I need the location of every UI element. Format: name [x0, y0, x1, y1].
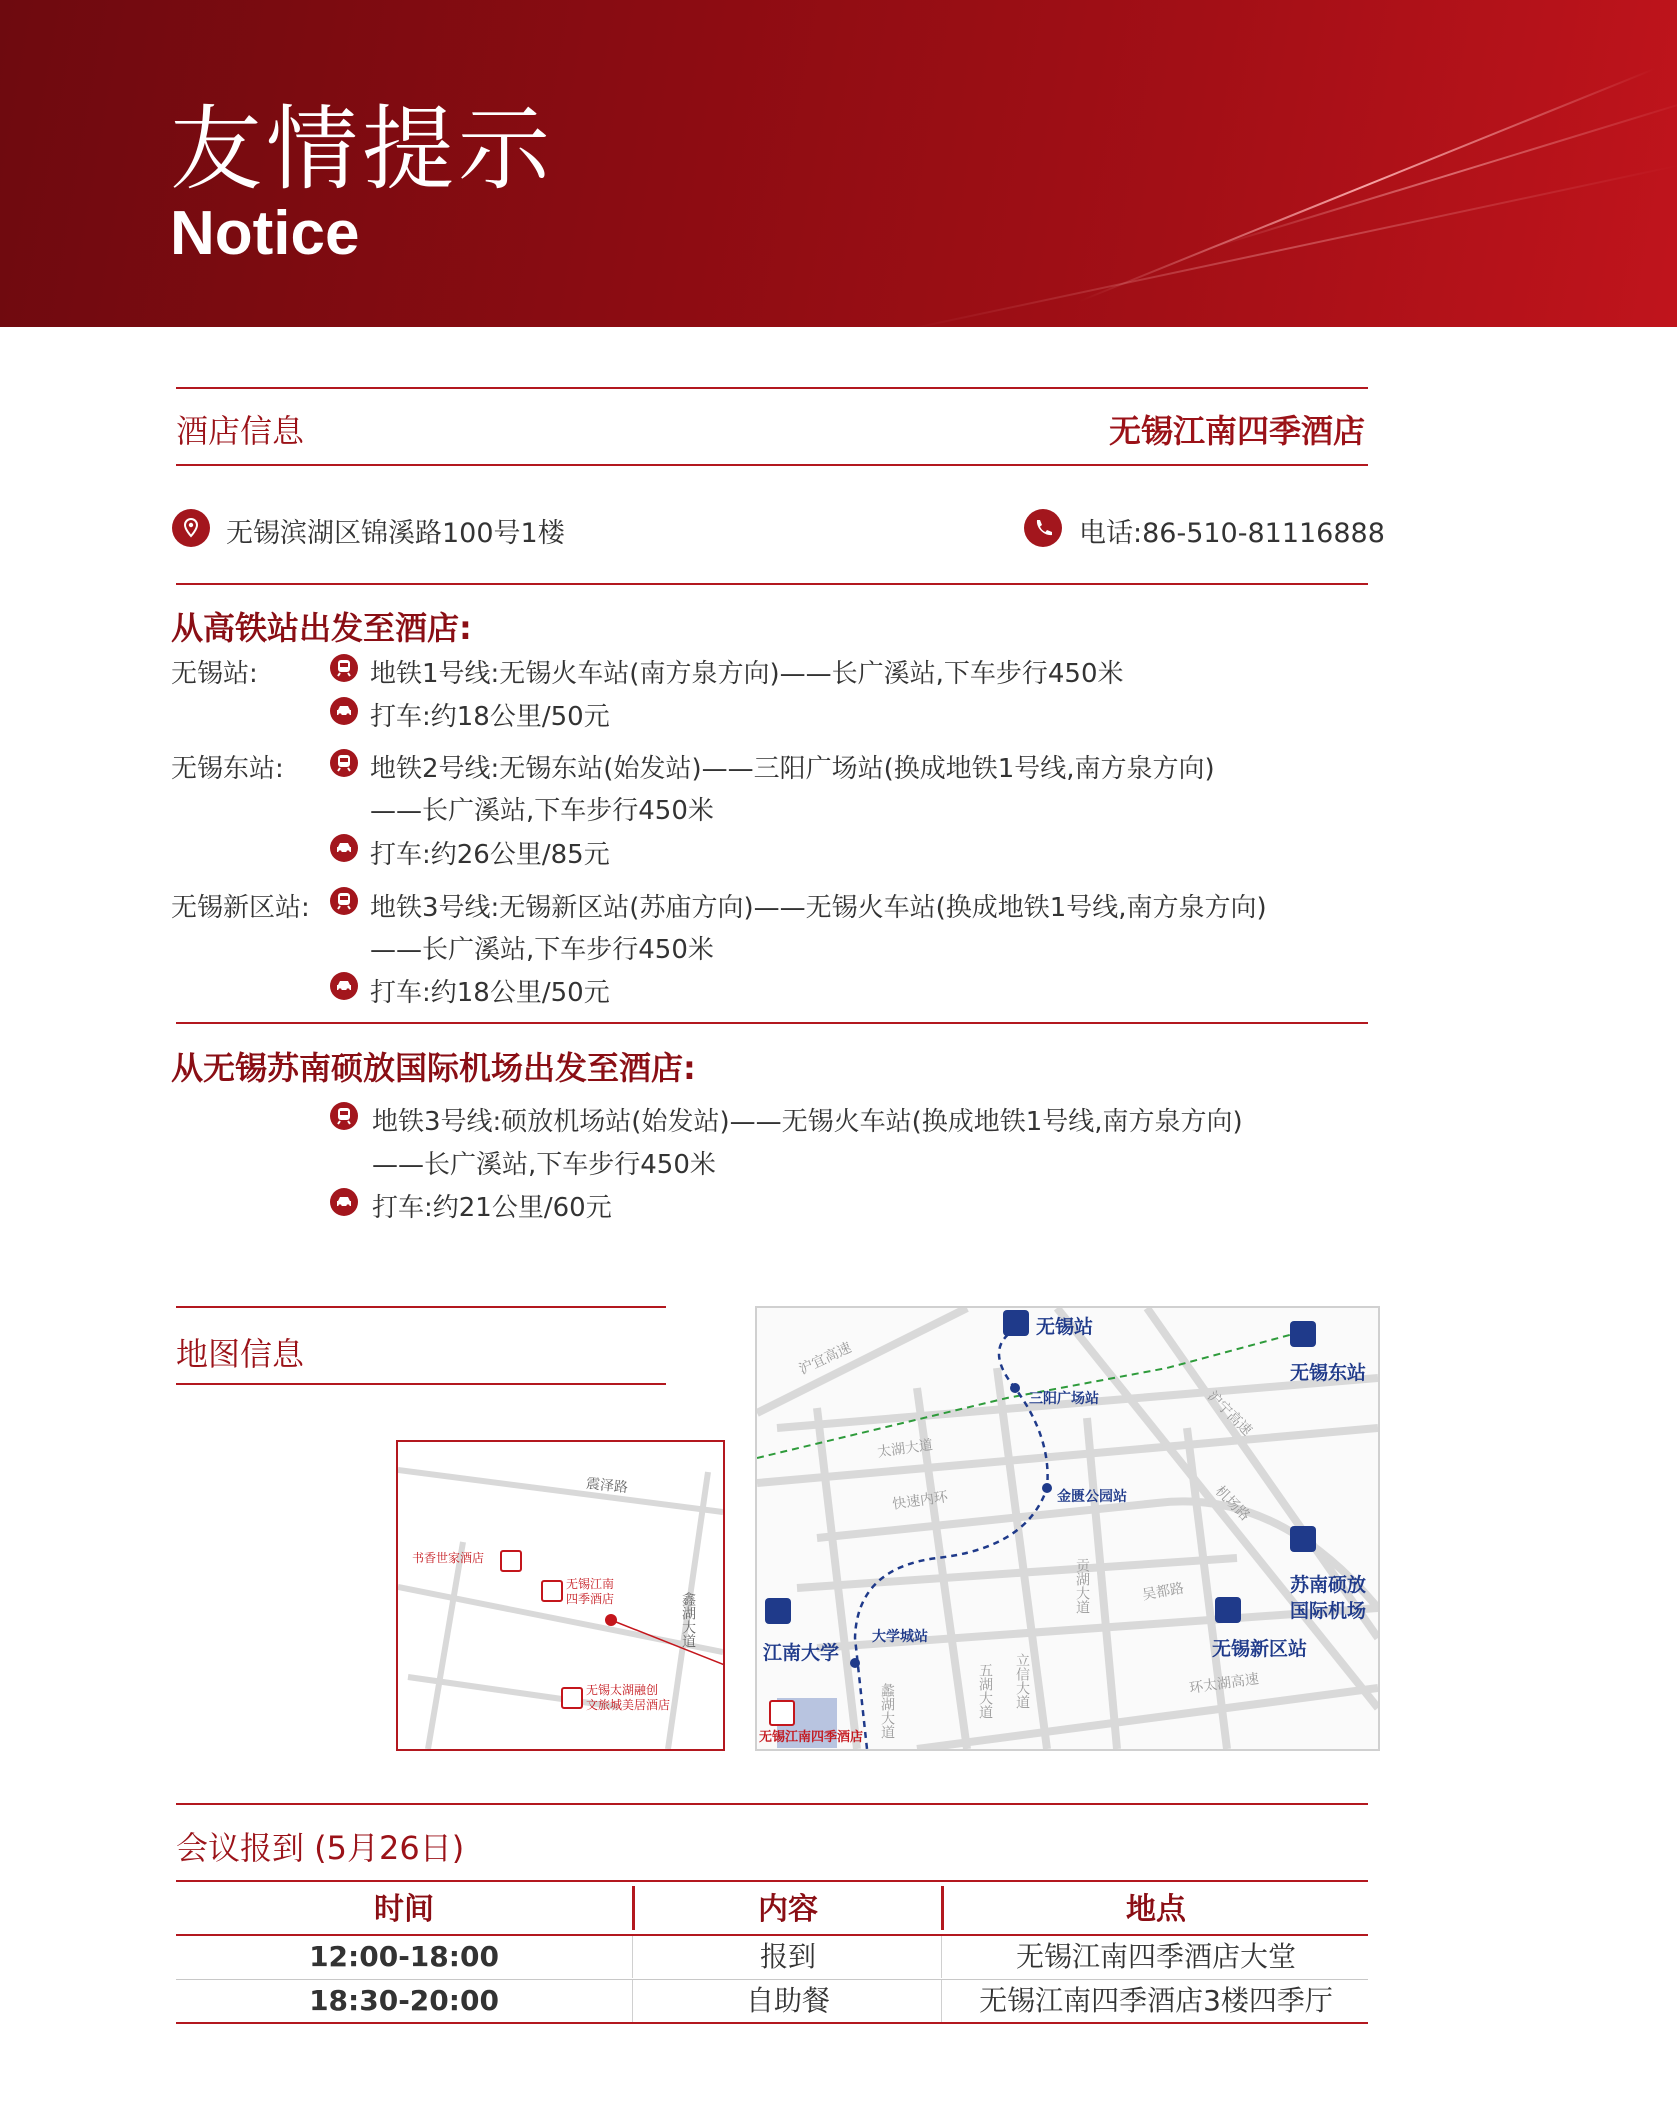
page-title-en: Notice [170, 199, 360, 268]
table-cell: 自助餐 [745, 1984, 830, 2017]
road-label: 蠡湖大道 [879, 1683, 895, 1739]
hotel-icon [500, 1550, 522, 1572]
map-station-label: 三阳广场站 [1029, 1391, 1099, 1407]
map-station-label: 无锡新区站 [1212, 1638, 1308, 1660]
table-row [176, 1980, 1368, 2022]
hotel-address: 无锡滨湖区锦溪路100号1楼 [226, 518, 565, 549]
page-title-cn: 友情提示 [170, 96, 555, 203]
map-station-label: 无锡东站 [1290, 1362, 1367, 1384]
divider [176, 464, 1368, 466]
table-header-location: 地点 [1126, 1892, 1186, 1927]
map-info-label: 地图信息 [176, 1335, 305, 1373]
hotel-icon [541, 1580, 563, 1602]
divider [176, 1306, 666, 1308]
route-text: 地铁3号线:硕放机场站(始发站)——无锡火车站(换成地铁1号线,南方泉方向) [372, 1107, 1243, 1137]
hotel-phone: 电话:86-510-81116888 [1079, 518, 1385, 549]
table-cell: 18:30-20:00 [309, 1984, 499, 2017]
schedule-title: 会议报到 (5月26日) [176, 1829, 465, 1867]
route-text: 地铁3号线:无锡新区站(苏庙方向)——无锡火车站(换成地铁1号线,南方泉方向) [370, 893, 1267, 923]
route-text: 打车:约18公里/50元 [370, 702, 610, 732]
route-text: ——长广溪站,下车步行450米 [370, 935, 714, 965]
taxi-icon [330, 972, 358, 1000]
divider [176, 1880, 1368, 1882]
train-station-icon [1003, 1310, 1029, 1336]
divider [176, 1803, 1368, 1805]
route-text: ——长广溪站,下车步行450米 [370, 796, 714, 826]
location-pin-icon [172, 509, 210, 547]
university-icon [765, 1598, 791, 1624]
map-station-label: 江南大学 [763, 1642, 840, 1664]
route-text: 打车:约21公里/60元 [372, 1193, 612, 1223]
taxi-icon [330, 834, 358, 862]
road-label: 立信大道 [1014, 1653, 1030, 1709]
road-label: 快速内环 [891, 1489, 949, 1513]
route-text: 地铁2号线:无锡东站(始发站)——三阳广场站(换成地铁1号线,南方泉方向) [370, 754, 1215, 784]
airport-section-title: 从无锡苏南硕放国际机场出发至酒店: [171, 1049, 696, 1087]
map-hotel-label: 无锡江南四季酒店 [759, 1730, 864, 1745]
route-text: 打车:约26公里/85元 [370, 840, 610, 870]
hotel-icon [769, 1700, 795, 1726]
divider [176, 2022, 1368, 2024]
table-cell: 无锡江南四季酒店3楼四季厅 [979, 1984, 1333, 2017]
train-station-icon [1290, 1321, 1316, 1347]
station-label: 无锡新区站: [171, 893, 310, 923]
phone-icon [1024, 509, 1062, 547]
divider [176, 387, 1368, 389]
rail-section-title: 从高铁站出发至酒店: [171, 609, 472, 647]
table-header-content: 内容 [758, 1892, 818, 1927]
road-label: 五湖大道 [977, 1663, 993, 1719]
metro-icon [330, 654, 358, 682]
hotel-label: 无锡江南 四季酒店 [566, 1577, 615, 1606]
road-label: 沪宁高速 [1203, 1388, 1255, 1440]
main-map [755, 1306, 1380, 1751]
road-label: 鑫湖大道 [680, 1592, 696, 1648]
road-label: 太湖大道 [876, 1437, 934, 1461]
divider [176, 1022, 1368, 1024]
route-text: 地铁1号线:无锡火车站(南方泉方向)——长广溪站,下车步行450米 [370, 659, 1124, 689]
road-label: 震泽路 [585, 1475, 629, 1497]
table-header-time: 时间 [374, 1892, 434, 1927]
route-text: ——长广溪站,下车步行450米 [372, 1150, 716, 1180]
train-station-icon [1215, 1597, 1241, 1623]
map-station-label: 大学城站 [872, 1629, 928, 1645]
hotel-label: 书香世家酒店 [412, 1551, 485, 1565]
column-divider [632, 1936, 633, 1978]
hotel-label: 无锡太湖融创 文旅城美居酒店 [586, 1683, 671, 1712]
map-station-label: 苏南硕放 国际机场 [1290, 1574, 1367, 1622]
map-station-label: 金匮公园站 [1057, 1489, 1127, 1505]
road-label: 机场路 [1211, 1483, 1253, 1525]
divider [176, 583, 1368, 585]
metro-icon [330, 887, 358, 915]
column-divider [941, 1980, 942, 2022]
route-text: 打车:约18公里/50元 [370, 978, 610, 1008]
station-label: 无锡站: [171, 659, 258, 689]
metro-icon [330, 1102, 358, 1130]
road-label: 环太湖高速 [1188, 1671, 1260, 1697]
station-label: 无锡东站: [171, 754, 284, 784]
table-row [176, 1936, 1368, 1978]
inset-map [396, 1440, 725, 1751]
divider [176, 1383, 666, 1385]
table-cell: 12:00-18:00 [309, 1940, 499, 1973]
road-label: 沪宜高速 [796, 1339, 855, 1378]
airplane-icon [1290, 1526, 1316, 1552]
column-divider [941, 1936, 942, 1978]
map-station-label: 无锡站 [1036, 1316, 1094, 1338]
column-divider [632, 1980, 633, 2022]
table-cell: 无锡江南四季酒店大堂 [1015, 1940, 1296, 1973]
hotel-icon [561, 1687, 583, 1709]
table-cell: 报到 [759, 1940, 816, 1973]
hotel-name: 无锡江南四季酒店 [1108, 412, 1365, 450]
hotel-info-label: 酒店信息 [176, 412, 305, 450]
road-label: 吴都路 [1141, 1580, 1186, 1604]
metro-icon [330, 749, 358, 777]
taxi-icon [330, 697, 358, 725]
taxi-icon [330, 1188, 358, 1216]
road-label: 贡湖大道 [1074, 1558, 1090, 1614]
